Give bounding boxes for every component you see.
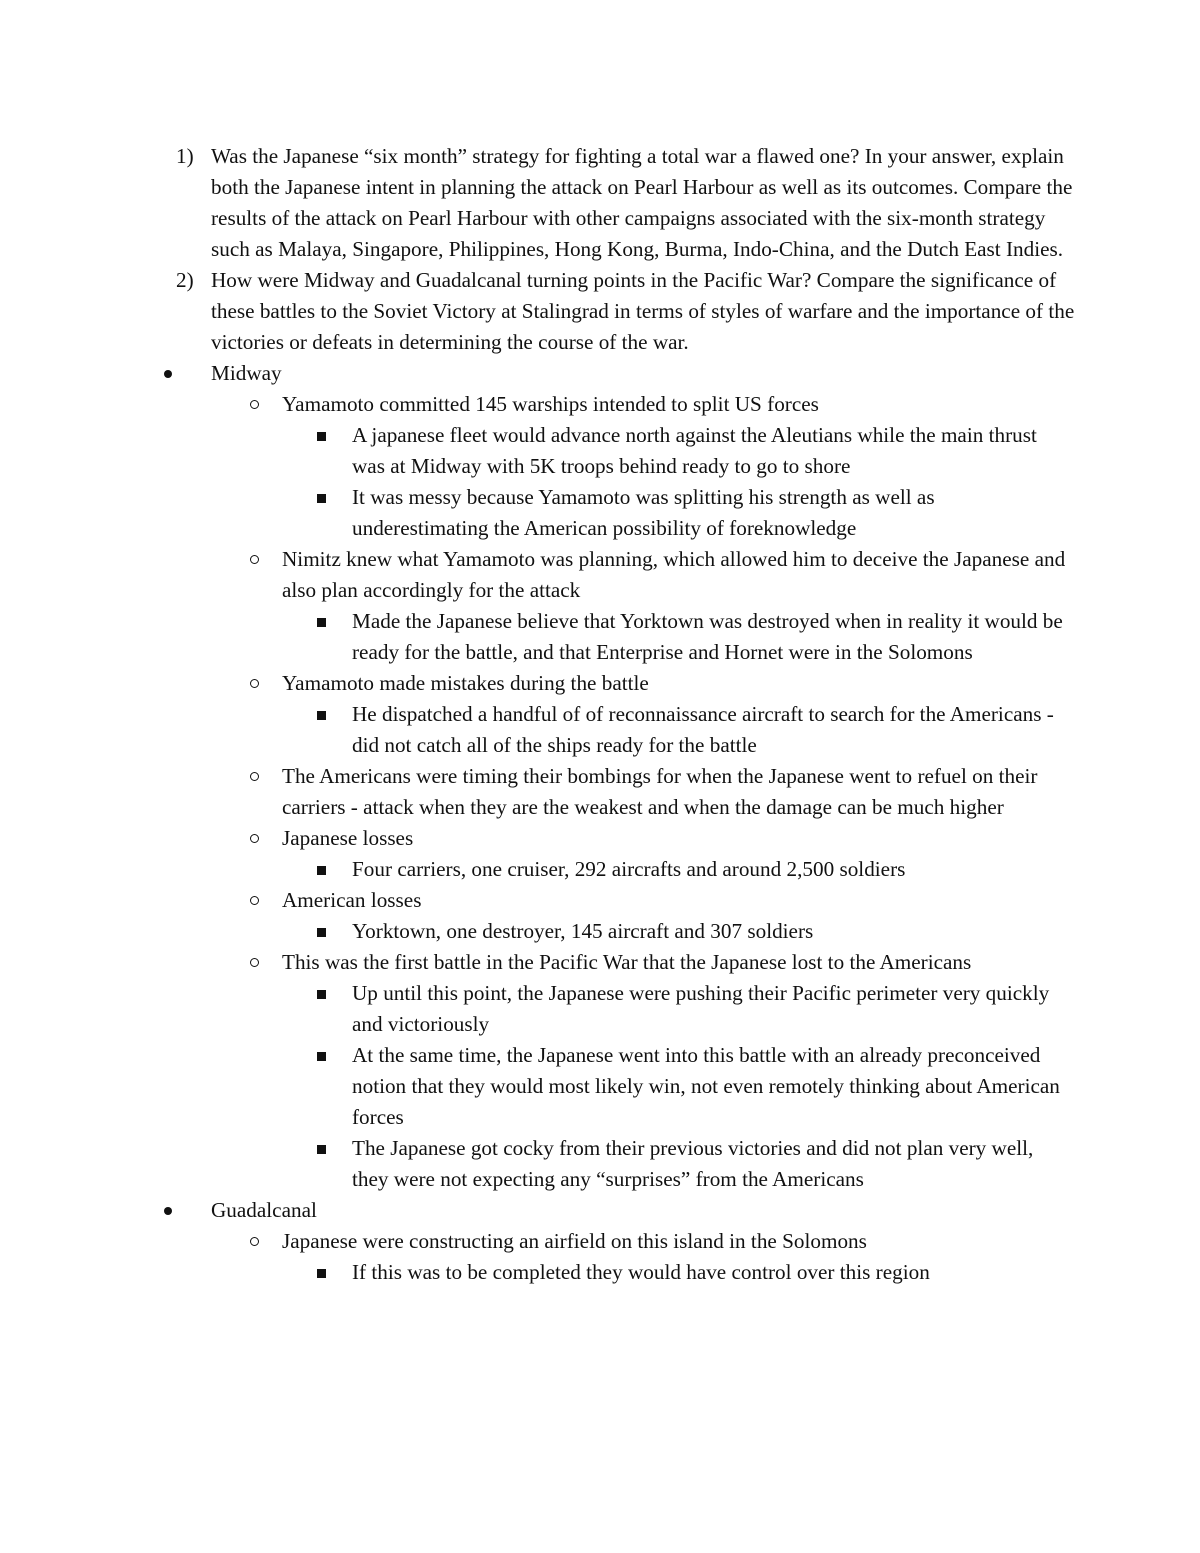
list-item-text: If this was to be completed they would have control over this region — [352, 1260, 930, 1284]
list-item-text: Japanese were constructing an airfield on this island in the Solomons — [282, 1229, 867, 1253]
list-item-text: At the same time, the Japanese went into this battle with an already preconceived notion that they would most likely win, not even remotely thinking about American forces — [352, 1043, 1060, 1129]
list-item — [0, 1133, 1200, 1195]
list-item-text: He dispatched a handful of of reconnaissance aircraft to search for the Americans - did not catch all of the ships ready for the battle — [352, 702, 1054, 757]
list-item — [0, 482, 1200, 544]
list-item-text: Yamamoto made mistakes during the battle — [282, 671, 649, 695]
list-item-text: The Americans were timing their bombings for when the Japanese went to refuel on their carriers - attack when they are the weakest and when the damage can be much higher — [282, 764, 1038, 819]
list-item — [0, 761, 1200, 823]
list-item — [0, 544, 1200, 606]
list-item — [0, 606, 1200, 668]
list-item-text: It was messy because Yamamoto was splitting his strength as well as underestimating the American possibility of foreknowledge — [352, 485, 935, 540]
list-item — [0, 1195, 1200, 1226]
list-item — [0, 389, 1200, 420]
list-item — [0, 358, 1200, 389]
list-number: 1) — [176, 144, 194, 168]
list-number: 2) — [176, 268, 194, 292]
list-item-text: The Japanese got cocky from their previous victories and did not plan very well, they were not expecting any “surprises” from the Americans — [352, 1136, 1034, 1191]
list-item-text: Midway — [211, 361, 282, 385]
list-item — [0, 947, 1200, 978]
list-item — [0, 978, 1200, 1040]
list-item-text: A japanese fleet would advance north against the Aleutians while the main thrust was at Midway with 5K troops behind ready to go to shore — [352, 423, 1037, 478]
question-text: Was the Japanese “six month” strategy for fighting a total war a flawed one? In your answer, explain both the Japanese intent in planning the attack on Pearl Harbour as well as its outcomes. Compare the results of the attack on Pearl Harbour with other campaigns associated with the six-month strategy such as Malaya, Singapore, Philippines, Hong Kong, Burma, Indo-China, and the Dutch East Indies. — [211, 144, 1073, 261]
list-item — [0, 699, 1200, 761]
question-text: How were Midway and Guadalcanal turning points in the Pacific War? Compare the significance of these battles to the Soviet Victory at Stalingrad in terms of styles of warfare and the importance of the victories or defeats in determining the course of the war. — [211, 268, 1075, 354]
list-item-text: Guadalcanal — [211, 1198, 317, 1222]
list-item — [0, 420, 1200, 482]
list-item-text: American losses — [282, 888, 422, 912]
list-item — [0, 854, 1200, 885]
question-2 — [0, 265, 1200, 358]
list-item — [0, 885, 1200, 916]
list-item-text: Yorktown, one destroyer, 145 aircraft and 307 soldiers — [352, 919, 814, 943]
list-item — [0, 1257, 1200, 1288]
list-item — [0, 916, 1200, 947]
list-item-text: Four carriers, one cruiser, 292 aircrafts and around 2,500 soldiers — [352, 857, 906, 881]
list-item — [0, 1040, 1200, 1133]
list-item — [0, 823, 1200, 854]
list-item-text: Nimitz knew what Yamamoto was planning, which allowed him to deceive the Japanese and also plan accordingly for the attack — [282, 547, 1066, 602]
list-item-text: This was the first battle in the Pacific War that the Japanese lost to the Americans — [282, 950, 972, 974]
list-item-text: Made the Japanese believe that Yorktown was destroyed when in reality it would be ready for the battle, and that Enterprise and Hornet were in the Solomons — [352, 609, 1063, 664]
list-item-text: Japanese losses — [282, 826, 414, 850]
document-body — [0, 141, 1200, 1288]
question-1 — [0, 141, 1200, 265]
list-item — [0, 668, 1200, 699]
list-item-text: Yamamoto committed 145 warships intended to split US forces — [282, 392, 819, 416]
list-item-text: Up until this point, the Japanese were pushing their Pacific perimeter very quickly and victoriously — [352, 981, 1050, 1036]
list-item — [0, 1226, 1200, 1257]
